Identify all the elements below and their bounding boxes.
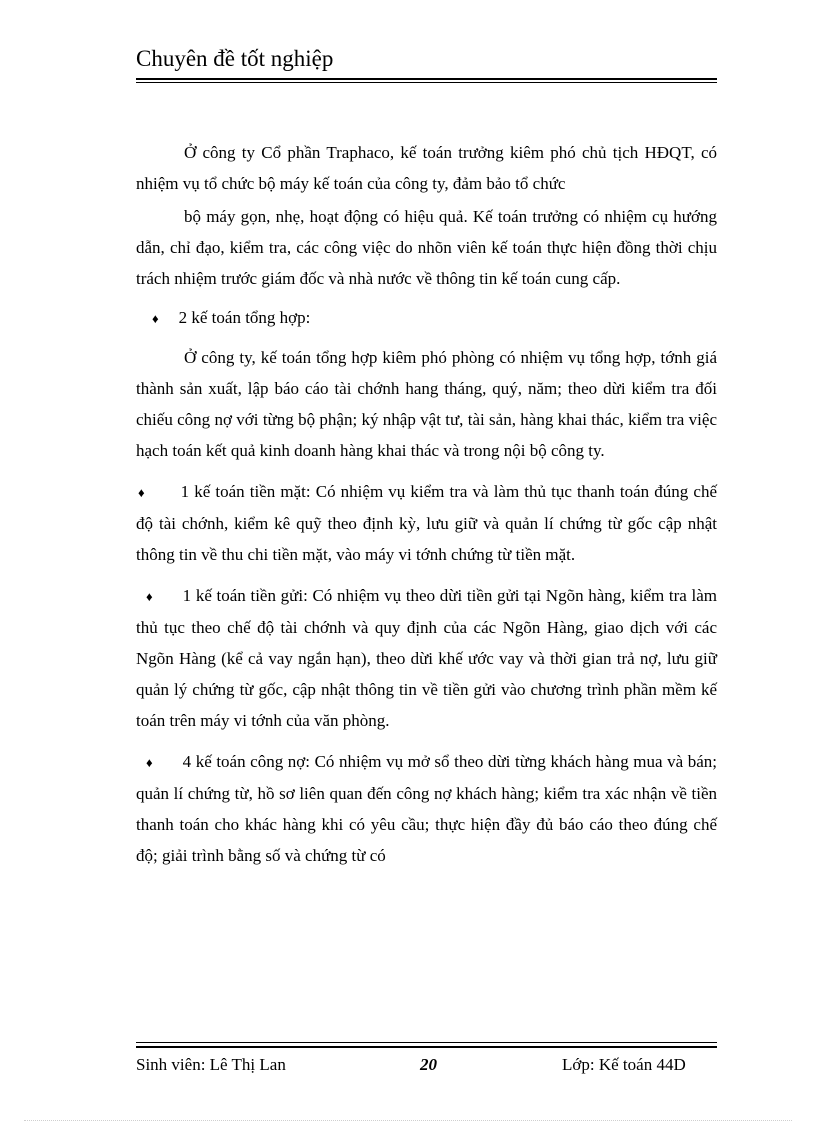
- diamond-bullet-icon: ♦: [146, 589, 153, 604]
- header-rule-bottom: [136, 82, 717, 83]
- page-edge-divider: [24, 1120, 792, 1121]
- bullet-deposit-accountant: [136, 580, 717, 736]
- diamond-bullet-icon: ♦: [146, 755, 153, 770]
- student-name: Sinh viên: Lê Thị Lan: [136, 1055, 286, 1074]
- page-number: 20: [420, 1055, 437, 1074]
- footer-rule-bottom: [136, 1046, 717, 1048]
- bullet-general-accountant: [136, 302, 717, 334]
- paragraph-general-accountant: Ở công ty, kế toán tổng hợp kiêm phó phòng có nhiệm vụ tổng hợp, tớnh giá thành sản xuất, lập báo cáo tài chớnh hang tháng, quý, năm; theo dừi kiểm tra đối chiếu công nợ với từng bộ phận; ký nhập vật tư, tài sản, hàng khai thác, kiểm tra việc hạch toán kết quả kinh doanh hàng khai thác và trong nội bộ công ty.: [136, 348, 717, 460]
- paragraph-chief-accountant-cont: bộ máy gọn, nhẹ, hoạt động có hiệu quả. Kế toán trưởng có nhiệm cụ hướng dẫn, chỉ đạo, kiểm tra, các công việc do nhõn viên kế toán thực hiện đồng thời chịu trách nhiệm trước giám đốc và nhà nước về thông tin kế toán cung cấp.: [136, 207, 717, 288]
- header-rule-top: [136, 78, 717, 80]
- bullet-cash-accountant: [136, 476, 717, 570]
- class-name: Lớp: Kế toán 44D: [562, 1055, 686, 1074]
- diamond-bullet-icon: ♦: [138, 485, 145, 500]
- footer-rule-top: [136, 1042, 717, 1043]
- paragraph-chief-accountant: Ở công ty Cổ phần Traphaco, kế toán trưởng kiêm phó chủ tịch HĐQT, có nhiệm vụ tổ chức bộ máy kế toán của công ty, đảm bảo tổ chức: [136, 143, 717, 193]
- page-footer: [136, 1052, 717, 1078]
- bullet-heading: 2 kế toán tổng hợp:: [178, 308, 311, 327]
- document-title: Chuyên đề tốt nghiệp: [136, 46, 334, 71]
- diamond-bullet-icon: ♦: [152, 311, 159, 326]
- page-body: [136, 137, 717, 871]
- bullet-text: 1 kế toán tiền mặt: Có nhiệm vụ kiểm tra và làm thủ tục thanh toán đúng chế độ tài chớnh, kiểm kê quỹ theo định kỳ, lưu giữ và quản lí chứng từ gốc cập nhật thông tin về thu chi tiền mặt, vào máy vi tớnh chứng từ tiền mặt.: [136, 482, 717, 564]
- bullet-debt-accountant: [136, 746, 717, 871]
- bullet-text: 4 kế toán công nợ: Có nhiệm vụ mở sổ theo dừi từng khách hàng mua và bán; quản lí chứng từ, hồ sơ liên quan đến công nợ khách hàng; kiểm tra xác nhận về tiền thanh toán cho khác hàng khi có yêu cầu; thực hiện đầy đủ báo cáo theo đúng chế độ; giải trình bằng số và chứng từ có: [136, 752, 717, 865]
- bullet-text: 1 kế toán tiền gửi: Có nhiệm vụ theo dừi tiền gửi tại Ngõn hàng, kiểm tra làm thủ tục theo chế độ tài chớnh và quy định của các Ngõn Hàng, giao dịch với các Ngõn Hàng (kể cả vay ngắn hạn), theo dừi khế ước vay và thời gian trả nợ, lưu giữ quản lý chứng từ gốc, cập nhật thông tin về tiền gửi vào chương trình phần mềm kế toán trên máy vi tớnh của văn phòng.: [136, 586, 717, 730]
